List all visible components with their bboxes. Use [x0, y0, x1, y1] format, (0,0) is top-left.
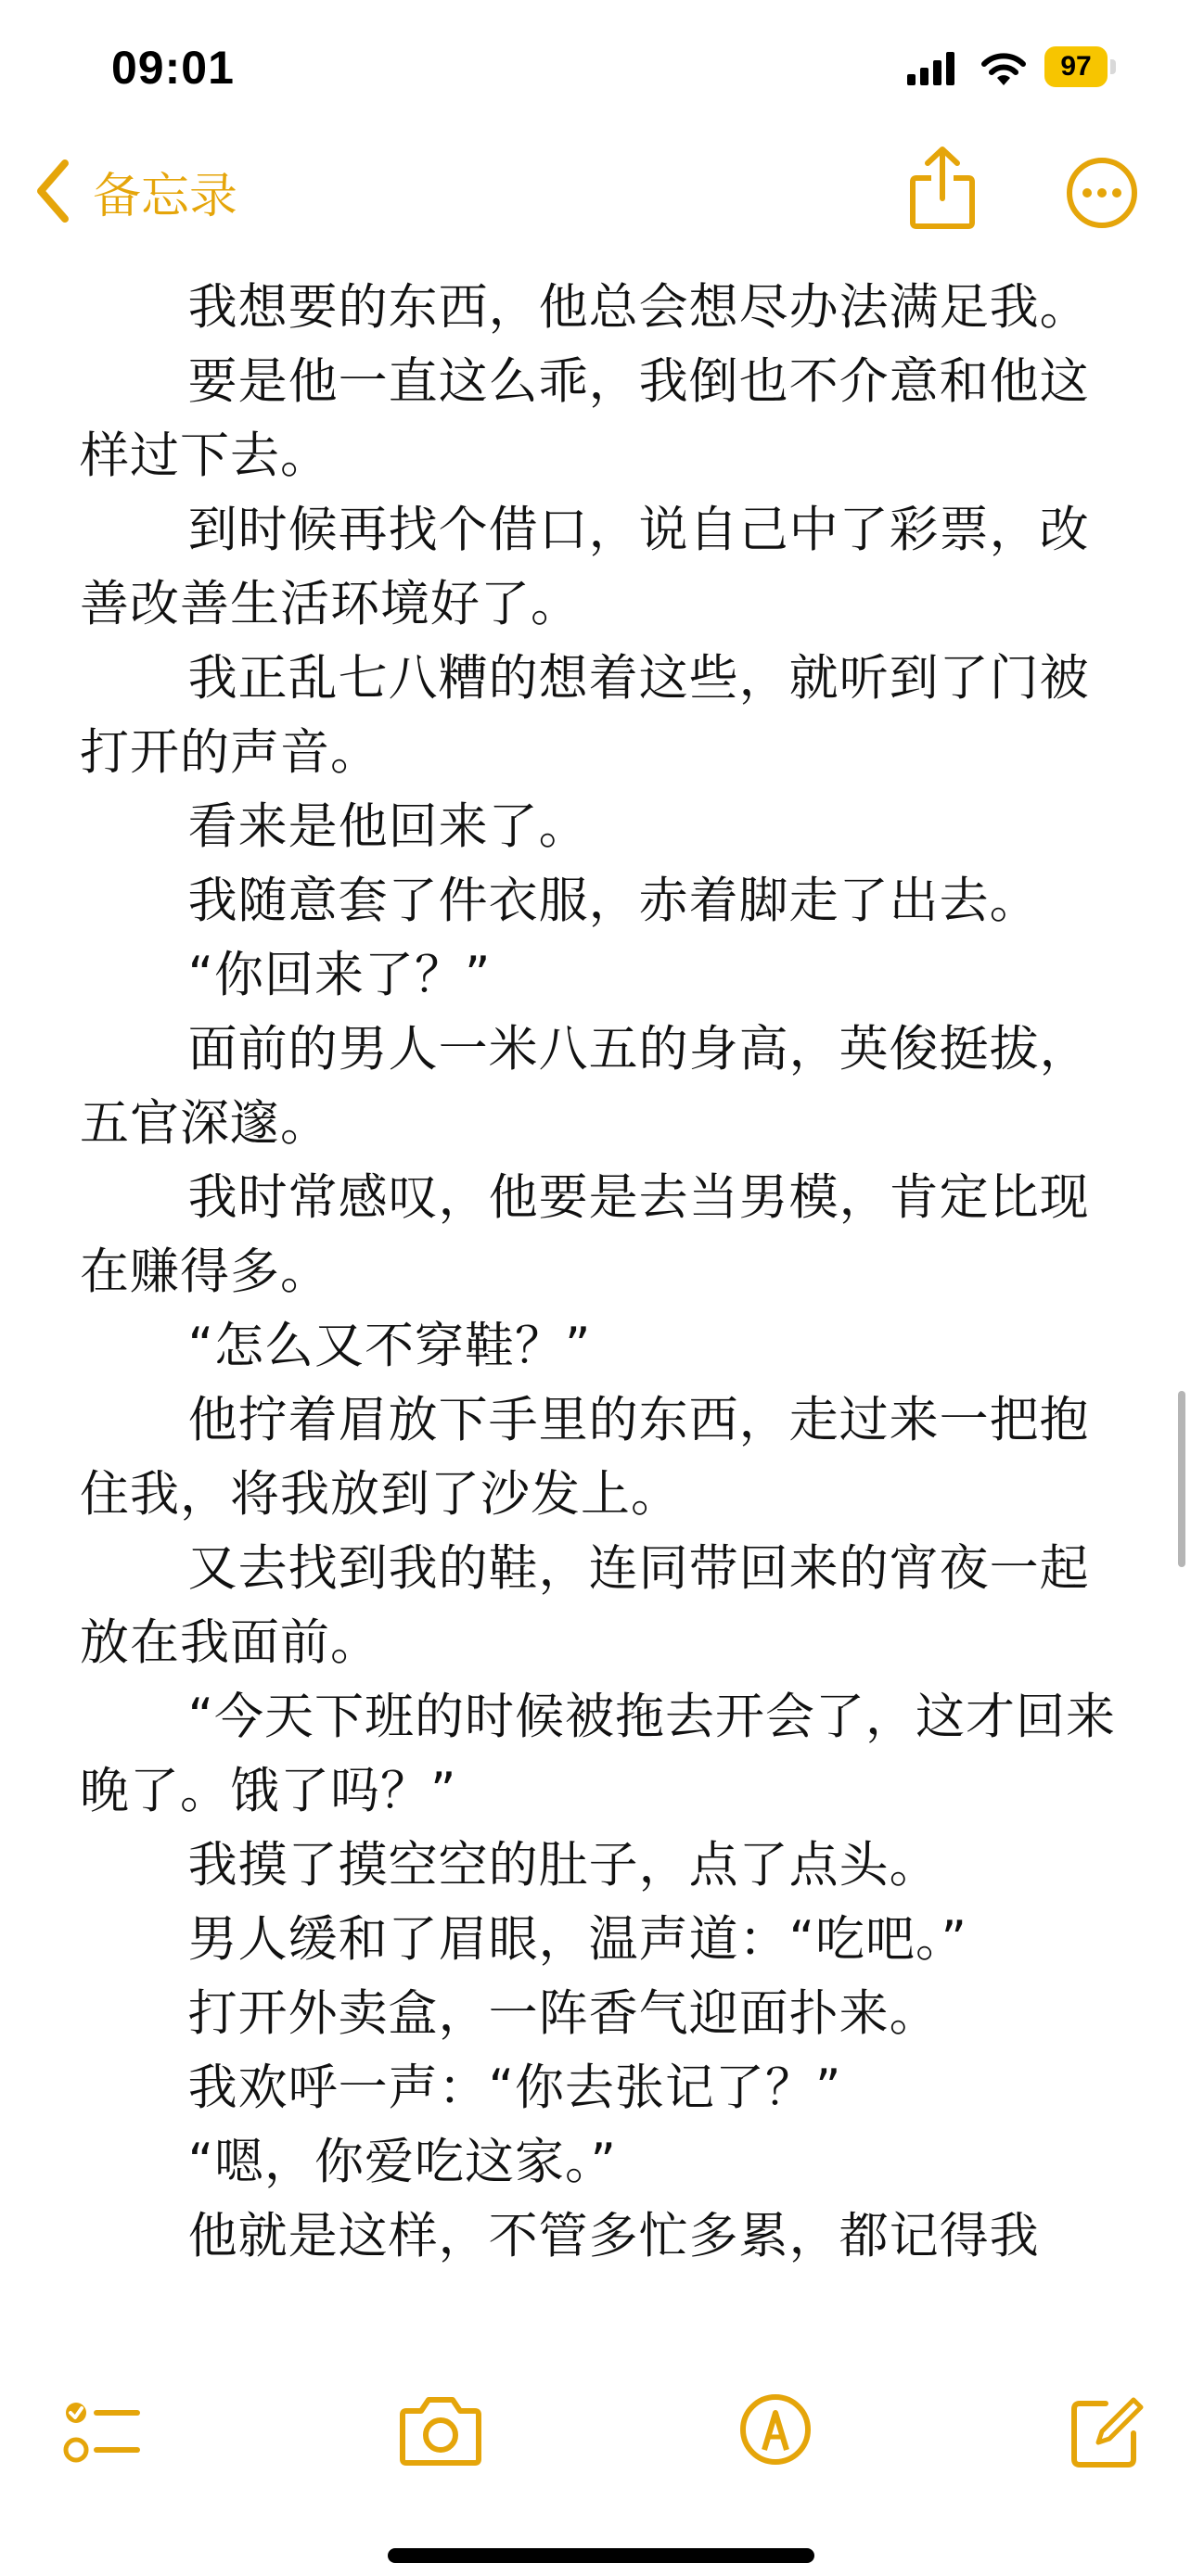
status-time: 09:01	[111, 42, 235, 94]
note-paragraph: 我欢呼一声：“你去张记了？”	[187, 2060, 842, 2116]
cellular-signal-icon	[907, 52, 955, 85]
note-paragraph: 我摸了摸空空的肚子，点了点头。	[187, 1837, 940, 1894]
wifi-icon	[980, 50, 1028, 87]
checklist-icon[interactable]	[61, 2392, 141, 2472]
chevron-left-icon	[33, 158, 72, 224]
battery-indicator	[1044, 46, 1117, 87]
note-body[interactable]	[80, 271, 1128, 2274]
note-paragraph: 打开外卖盒，一阵香气迎面扑来。	[187, 1985, 940, 2042]
share-icon[interactable]	[907, 145, 978, 230]
note-paragraph: 看来是他回来了。	[187, 798, 589, 855]
back-label: 备忘录	[93, 168, 238, 224]
note-paragraph: 男人缓和了眉眼，温声道：“吃吧。”	[187, 1911, 968, 1968]
note-paragraph: “你回来了？”	[187, 947, 492, 1003]
note-paragraph: 他拧着眉放下手里的东西，走过来一把抱住我，将我放到了沙发上。	[80, 1392, 1090, 1523]
markup-pen-icon[interactable]	[738, 2392, 813, 2467]
compose-icon[interactable]	[1067, 2392, 1145, 2470]
note-paragraph: 他就是这样，不管多忙多累，都记得我	[187, 2208, 1040, 2264]
note-paragraph: “嗯，你爱吃这家。”	[187, 2134, 618, 2190]
back-button[interactable]	[33, 154, 237, 228]
note-paragraph: 到时候再找个借口，说自己中了彩票，改善改善生活环境好了。	[80, 502, 1090, 632]
nav-bar	[0, 139, 1191, 250]
note-paragraph: 面前的男人一米八五的身高，英俊挺拔，五官深邃。	[80, 1021, 1090, 1152]
note-paragraph: “怎么又不穿鞋？”	[187, 1318, 592, 1374]
home-indicator[interactable]	[388, 2548, 814, 2563]
note-paragraph: 要是他一直这么乖，我倒也不介意和他这样过下去。	[80, 353, 1090, 484]
note-paragraph: 又去找到我的鞋，连同带回来的宵夜一起放在我面前。	[80, 1540, 1090, 1671]
note-paragraph: “今天下班的时候被拖去开会了，这才回来晚了。饿了吗？”	[80, 1689, 1117, 1819]
bottom-toolbar	[0, 2379, 1191, 2491]
note-paragraph: 我随意套了件衣服，赤着脚走了出去。	[187, 873, 1040, 929]
scrollbar-thumb[interactable]	[1178, 1391, 1185, 1567]
camera-icon[interactable]	[399, 2392, 482, 2467]
status-bar	[0, 0, 1191, 139]
note-paragraph: 我正乱七八糟的想着这些，就听到了门被打开的声音。	[80, 650, 1090, 781]
battery-percent: 97	[1060, 51, 1092, 82]
more-options-icon[interactable]	[1065, 156, 1139, 230]
note-paragraph: 我想要的东西，他总会想尽办法满足我。	[187, 279, 1090, 336]
note-paragraph: 我时常感叹，他要是去当男模，肯定比现在赚得多。	[80, 1169, 1090, 1300]
